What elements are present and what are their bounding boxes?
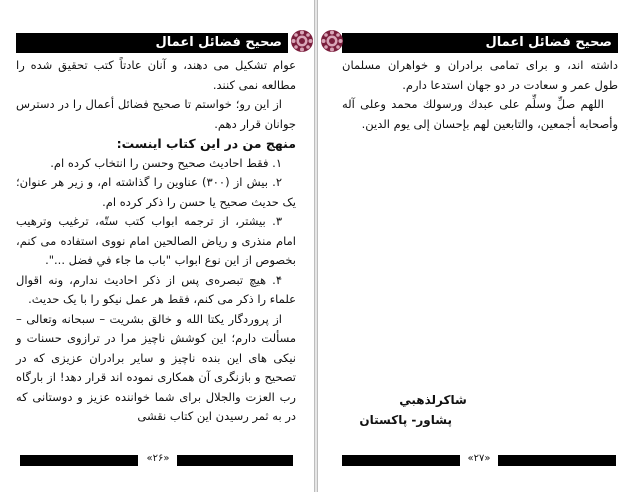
footer-bar [498, 455, 616, 466]
section-heading: منهج من در این کتاب اینست: [116, 136, 296, 151]
signature-name: شاكرلذهبي [399, 393, 467, 407]
list-item: ۲. بیش از (۳۰۰) عناوین را گذاشته ام، و زیر هر عنوان؛ یک حدیث صحیح یا حسن را ذکر کرده ام. [16, 175, 296, 209]
closing-paragraph: از پروردگار یکتا الله و خالق بشریت – سبحانه وتعالی – مسألت دارم؛ این کوشش ناچیز مرا در ترازوی حسنات و نیکی های این بنده ناچیز و سایر برادران عزیزی که در تصحیح و بازنگری آن همکاری نموده اند قرار دهد! از بارگاه رب العزت والجلال برای شما خواننده عزیز و دوستانی که در به ثمر رسیدن این کتاب نقشی [16, 311, 296, 423]
running-header-right: صحيح فضائل اعمال [342, 33, 618, 52]
ornamental-rosette-icon [290, 29, 314, 53]
page-number-right: «۲۷» [467, 453, 491, 464]
list-item: ۳. بیشتر، از ترجمه ابواب کتب ستّه، ترغیب وترهیب امام منذری و ریاض الصالحین امام نووی استفاده می کنم، بخصوص از این نوع ابواب "باب ما جاء في فضل ...". [16, 214, 296, 267]
right-page-body [342, 56, 618, 134]
footer-bar [342, 455, 460, 466]
footer-bar [20, 455, 138, 466]
running-header-left: صحيح فضائل اعمال [16, 33, 288, 52]
list-item: ۴. هیچ تبصره‌ی پس از ذکر احادیث ندارم، ونه اقوال علماء را ذکر می کنم، فقط هر عمل نیکو را با یک حدیث. [16, 272, 296, 306]
body-paragraph: عوام تشکیل می دهند، و آنان عادتاً کتب تحقیق شده را مطالعه نمی کنند. [16, 58, 296, 92]
signature-place: پشاور- پاکستان [359, 413, 452, 427]
left-page-body [16, 56, 296, 427]
list-item: ۱. فقط احادیث صحیح وحسن را انتخاب کرده ام. [50, 155, 282, 170]
header-rule-left [16, 52, 288, 53]
footer-bar [177, 455, 293, 466]
ornamental-rosette-icon [320, 29, 344, 53]
header-rule-right [342, 52, 618, 53]
body-paragraph: از این رو؛ خواستم تا صحیح فضائل أعمال را در دسترس جوانان قرار دهم. [16, 97, 296, 131]
prayer-paragraph: اللهم صلِّ وسلِّم على عبدك ورسولك محمد وعلى آله وأصحابه أجمعين، والتابعين لهم بإحسان إلى يوم الدين. [342, 97, 618, 131]
page-number-left: «۲۶» [146, 453, 170, 464]
body-paragraph: داشته اند، و برای تمامی برادران و خواهران مسلمان طول عمر و سعادت در دو جهان استدعا دارم. [342, 58, 618, 92]
